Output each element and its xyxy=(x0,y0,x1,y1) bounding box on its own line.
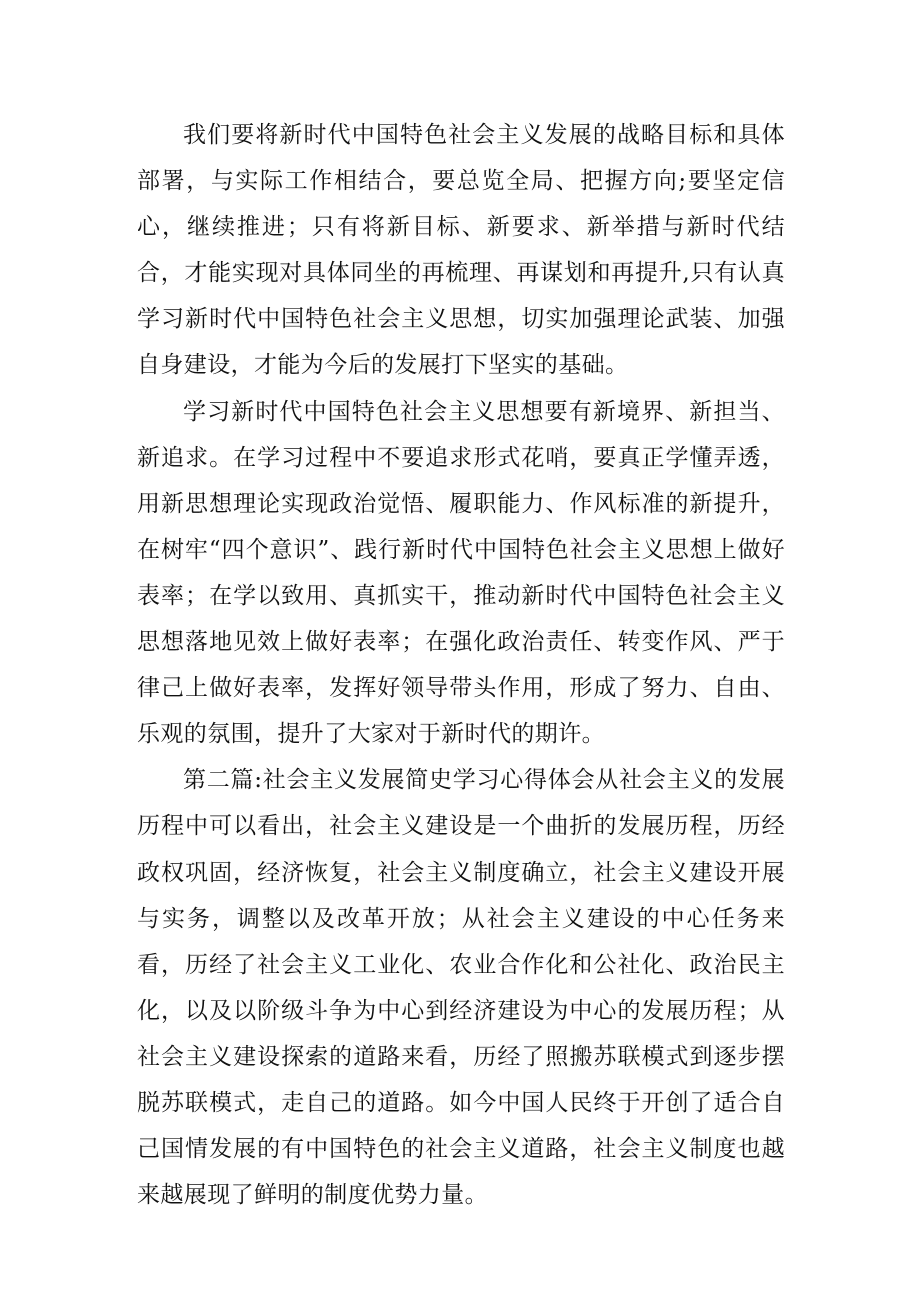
paragraph-2: 学习新时代中国特色社会主义思想要有新境界、新担当、新追求。在学习过程中不要追求形式花哨，要真正学懂弄透，用新思想理论实现政治觉悟、履职能力、作风标准的新提升，在树牢“四个意识”、践行新时代中国特色社会主义思想上做好表率；在学以致用、真抓实干，推动新时代中国特色社会主义思想落地见效上做好表率；在强化政治责任、转变作风、严于律己上做好表率，发挥好领导带头作用，形成了努力、自由、乐观的氛围，提升了大家对于新时代的期许。 xyxy=(137,398,785,748)
document-body xyxy=(137,112,785,1218)
paragraph-3: 第二篇:社会主义发展简史学习心得体会从社会主义的发展历程中可以看出，社会主义建设是一个曲折的发展历程，历经政权巩固，经济恢复，社会主义制度确立，社会主义建设开展与实务，调整以及改革开放；从社会主义建设的中心任务来看，历经了社会主义工业化、农业合作化和公社化、政治民主化，以及以阶级斗争为中心到经济建设为中心的发展历程；从社会主义建设探索的道路来看，历经了照搬苏联模式到逐步摆脱苏联模式，走自己的道路。如今中国人民终于开创了适合自己国情发展的有中国特色的社会主义道路，社会主义制度也越来越展现了鲜明的制度优势力量。 xyxy=(137,767,785,1209)
paragraph-1: 我们要将新时代中国特色社会主义发展的战略目标和具体部署，与实际工作相结合，要总览全局、把握方向;要坚定信心，继续推进；只有将新目标、新要求、新举措与新时代结合，才能实现对具体同坐的再梳理、再谋划和再提升,只有认真学习新时代中国特色社会主义思想，切实加强理论武装、加强自身建设，才能为今后的发展打下坚实的基础。 xyxy=(137,122,785,379)
